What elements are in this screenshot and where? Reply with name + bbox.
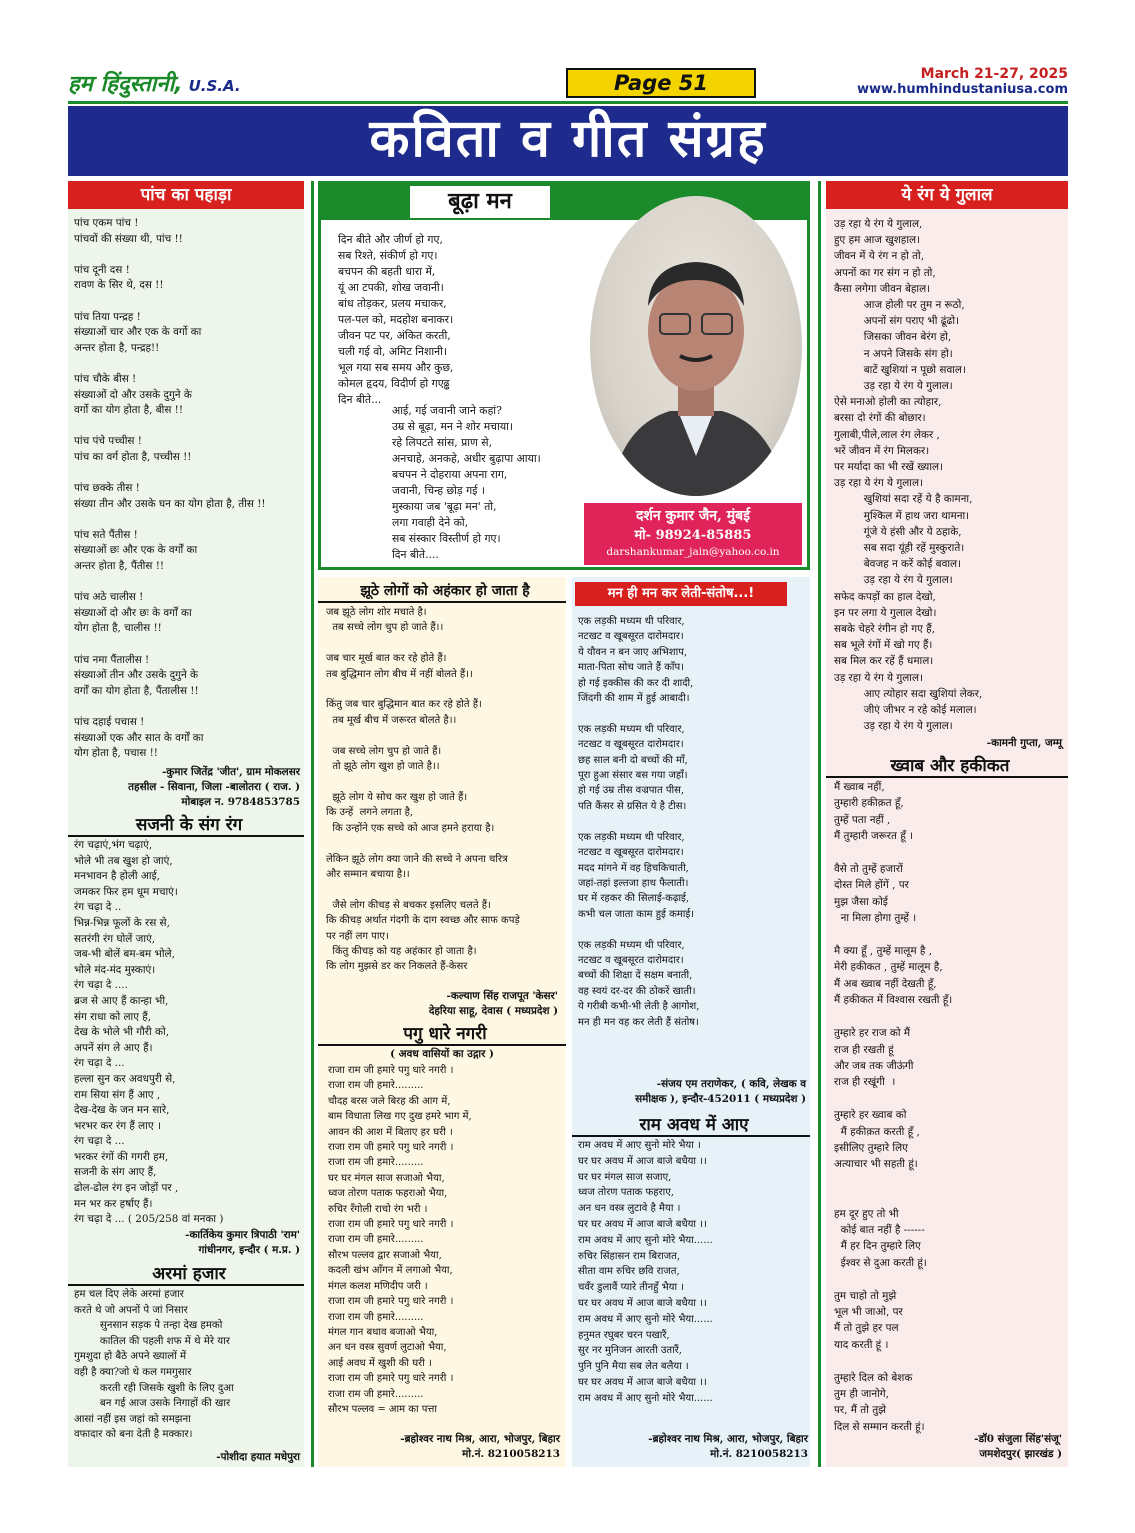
poem-title-ye-rang-ye-gulal: ये रंग ये गुलाल [826,181,1068,209]
poem-subtitle-pagu-dhare-nagri: ( अवध वासियों का उद्गार ) [390,1048,494,1060]
poem-credit-panch-ka-pahada: -कुमार जितेंद्र 'जीत', ग्राम मोकलसर तहसील - सिवाना, जिला -बालोतरा ( राज. ) मोबाइल न. 9784853785 [128,766,300,808]
issue-date: March 21-27, 2025 [920,66,1068,82]
poem-title-sajni-ke-sang-rang: सजनी के संग रंग [68,815,304,837]
section-banner: कविता व गीत संग्रह [68,106,1068,176]
poem-title-man-hi-man: मन ही मन कर लेती-संतोष...! [575,582,787,606]
poem-body-arman-hazar: हम चल दिए लेके अरमां हजार करते थे जो अपनों पे जां निसार सुनसान सड़क पे तन्हा देख हमको कातिल की पहली शफ में थे मेरे यार गुमशुदा हो बैठे अपने ख्यालों में वही है क्या?जो थे कल गमगुसार करती रही जिसके खुशी के लिए दुआ बन गई आज उसके निगाहों की खार आसां नहीं इस जहां को समझना वफादार को बना देती है मक्कार। [74,1289,234,1441]
poem-credit-khwab-aur-haqeeqat: -डॉ0 संजुला सिंह'संजू' जमशेदपुर( झारखंड ) [974,1433,1062,1460]
author-name: दर्शन कुमार जैन, मुंबई [635,508,751,524]
poem-body-jhoothe-log: जब झूठे लोग शोर मचाते है। तब सच्चे लोग चुप हो जाते हैं।। जब चार मूर्ख बात कर रहे होते हैं। तब बुद्धिमान लोग बीच में नहीं बोलते हैं।। किंतु जब चार बुद्धिमान बात कर रहे होते हैं। तब मूर्ख बीच में जरूरत बोलते है।। जब सच्चे लोग चुप हो जाते हैं। तो झूठे लोग खुश हो जाते है।। झूठे लोग ये सोच कर खुश हो जाते हैं। कि उन्हें लगने लगता है, कि उन्होंने एक सच्चे को आज हमने हराया है। लेकिन झूठे लोग क्या जाने की सच्चे ने अपना चरित्र और सम्मान बचाया है।। जैसे लोग कीचड़ से बचकर इसलिए चलते हैं। कि कीचड़ अर्थात गंदगी के दाग स्वच्छ और साफ कपड़े पर नहीं लग पाए। किंतु कीचड़ को यह अहंकार हो जाता है। कि लोग मुझसे डर कर निकलते हैं-केसर [326,607,520,973]
poem-credit-pagu-dhare-nagri: -ब्रहोश्वर नाथ मिश्र, आरा, भोजपुर, बिहार मो.नं. 8210058213 [400,1433,560,1460]
poem-title-pagu-dhare-nagri: पगु धारे नगरी [318,1024,566,1046]
poem-body-sajni-ke-sang-rang: रंग चढ़ाएं,भंग चढ़ाएं, भोले भी तब खुश हो जाएं, मनभावन है होली आई, जमकर फिर हम धूम मचाएं। रंग चढ़ा दे .. भिन्न-भिन्न फूलों के रस से, सतरंगी रंग घोलें जाएं, जब-भी बोलें बम-बम भोले, भोले मंद-मंद मुस्काएं। रंग चढ़ा दे .... ब्रज से आए हैं कान्हा भी, संग राधा को लाए हैं, देख के भोले भी गौरी को, अपनें संग ले आए हैं। रंग चढ़ा दे ... हल्ला सुन कर अवधपुरी से, राम सिया संग हैं आए , देख-देख के जन मन सारे, भरभर कर रंग हैं लाए । रंग चढ़ा दे ... भरकर रंगों की गगरी हम, सजनी के संग आए हैं, ढोल-ढोल रंग इन जोड़ों पर , मन भर कर हर्षाए हैं। रंग चढ़ा दे ... ( 205/258 वां मनका ) [74,839,224,1226]
poem-body-man-hi-man: एक लड़की मध्यम थी परिवार, नटखट व खूबसूरत दारोमदार। ये यौवन न बन जाए अभिशाप, माता-पिता सोच जाते हैं काँप। हो गई इक्कीस की कर दी शादी, जिंदगी की शाम में हुई आबादी। एक लड़की मध्यम थी परिवार, नटखट व खूबसूरत दारोमदार। छह साल बनी दो बच्चों की माँ, पूरा हुआ संसार बस गया जहाँ। हो गई उम्र तीस वज्रपात पीस, पति कैंसर से ग्रसित ये है टीस। एक लड़की मध्यम थी परिवार, नटखट व खूबसूरत दारोमदार। मदद मांगने में वह हिचकिचाती, जहां-तहां इल्तजा हाथ फैलाती। घर में रहकर की सिलाई-कढ़ाई, कभी चल जाता काम हुई कमाई। एक लड़की मध्यम थी परिवार, नटखट व खूबसूरत दारोमदार। बच्चों की शिक्षा दें सक्षम बनाती, वह स्वयं दर-दर की ठोकरें खाती। ये गरीबी कभी-भी लेती है आगोश, मन ही मन वह कर लेती हैं संतोष। [578,616,700,1028]
page-number: Page 51 [566,68,756,98]
brand-name: हम हिंदुस्तानी, U.S.A. [68,72,241,97]
column-divider [311,181,314,1467]
poem-title-panch-ka-pahada: पांच का पहाड़ा [68,181,304,209]
poem-body-ye-rang-ye-gulal: उड़ रहा ये रंग ये गुलाल, हुए हम आज खुशहाल। जीवन में ये रंग न हो तो, अपनों का गर संग न हो तो, कैसा लगेगा जीवन बेहाल। आज होली पर तुम न रूठो, अपनों संग पराए भी ढूंढो। जिसका जीवन बेरंग हो, न अपने जिसके संग हो। बाटें खुशियां न पूछो सवाल। उड़ रहा ये रंग ये गुलाल। ऐसे मनाओ होली का त्योहार, बरसा दो रंगों की बोछार। गुलाबी,पीले,लाल रंग लेकर , भरें जीवन में रंग मिलकर। पर मर्यादा का भी रखें ख्याल। उड़ रहा ये रंग ये गुलाल। खुशियां सदा रहें ये है कामना, मुश्किल में हाथ जरा थामना। गूंजे ये हंसी और ये ठहाके, सब सदा यूंही रहें मुस्कुराते। बेवजह न करें कोई बवाल। उड़ रहा ये रंग ये गुलाल। सफेद कपड़ों का हाल देखो, इन पर लगा ये गुलाल देखो। सबके चेहरे रंगीन हो गए हैं, सब भूले रंगों में खो गए हैं। सब मिल कर रहें हैं धमाल। उड़ रहा ये रंग ये गुलाल। आए त्योहार सदा खुशियां लेकर, जीएं जीभर न रहे कोई मलाल। उड़ रहा ये रंग ये गुलाल। [834,218,983,733]
poem-credit-man-hi-man: -संजय एम तराणेकर, ( कवि, लेखक व समीक्षक ), इन्दौर-452011 ( मध्यप्रदेश ) [635,1078,806,1105]
poem-credit-arman-hazar: -पोशीदा हयात मधेपुरा [216,1451,300,1463]
poem-title-ram-awadh-mein-aaye: राम अवध में आए [572,1115,810,1137]
poem-title-jhoothe-log: झूठे लोगों को अहंकार हो जाता है [318,581,566,603]
poem-credit-jhoothe-log: -कल्याण सिंह राजपूत 'केसर' देहरिया साहू, देवास ( मध्यप्रदेश ) [428,990,558,1017]
column-divider [818,181,821,1467]
issue-date-block [857,66,1068,98]
website-link[interactable]: www.humhindustaniusa.com [856,82,1068,97]
author-email[interactable]: darshankumar_jain@yahoo.co.in [606,546,780,558]
author-box [584,503,802,565]
poem-credit-sajni-ke-sang-rang: -कार्तिकेय कुमार त्रिपाठी 'राम' गांधीनगर, इन्दौर ( म.प्र. ) [185,1229,300,1256]
masthead-rule [68,101,1068,104]
poem-title-arman-hazar: अरमां हजार [68,1264,304,1286]
feature-body-part2: आई, गई जवानी जाने कहां? उम्र से बूढ़ा, मन ने शोर मचाया। रहे लिपटते सांस, प्राण से, अनचाहे, अनकहे, अधीर बुढ़ापा आया। बचपन ने दोहराया अपना राग, जवानी, चिन्ह छोड़ गई । मुस्काया जब 'बूढ़ा मन' तो, लगा गवाही देने को, सब संस्कार विस्तीर्ण हो गए। दिन बीते.... [392,404,541,561]
masthead [68,68,1068,100]
poem-credit-ye-rang-ye-gulal: -कामनी गुप्ता, जम्मू [986,737,1062,749]
poem-body-khwab-aur-haqeeqat: मैं ख्वाब नहीं, तुम्हारी हकीक़त हूँ, तुम्हें पता नहीं , मैं तुम्हारी जरूरत हूँ । वैसे तो तुम्हें हजारों दोस्त मिले होंगें , पर मुझ जैसा कोई ना मिला होगा तुम्हें । मै क्या हूँ , तुम्हें मालूम है , मेरी हकीकत , तुम्हें मालूम है, मैं अब ख्वाब नहीं देखती हूँ, मैं हकीकत में विश्वास रखती हूँ। तुम्हारे हर राज को मैं राज ही रखती हूं और जब तक जीऊंगी राज ही रखूंगी । तुम्हारे हर ख्वाब को मैं हकीक़त करती हूँ , इसीलिए तुम्हारे लिए अत्याचार भी सहती हूं। हम दूर हुए तो भी कोई बात नहीं है ------ मैं हर दिन तुम्हारे लिए ईश्वर से दुआ करती हूं। तुम चाहो तो मुझे भूल भी जाओ, पर मैं तो तुझे हर पल याद करती हूं । तुम्हारे दिल को बेशक तुम ही जानोगे, पर, मैं तो तुझे दिल से सम्मान करती हूं। [834,781,953,1433]
poem-body-pagu-dhare-nagri: राजा राम जी हमारे पगु धारे नगरी । राजा राम जी हमारे......... चौदह बरस जले बिरह की आग में, बाम विधाता लिख गए दुख हमरे भाग में, आवन की आश में बिताए हर घरी । राजा राम जी हमारे पगु धारे नगरी । राजा राम जी हमारे......... घर घर मंगल साज सजाओ भैया, ध्वज तोरण पताक फहराओ भैया, रुचिर रँगोली राचो रंग भरी । राजा राम जी हमारे पगु धारे नगरी । राजा राम जी हमारे......... सौरभ पल्लव द्वार सजाओ भैया, कदली खंभ आँगन में लगाओ भैया, मंगल कलश मणिदीप जरी । राजा राम जी हमारे पगु धारे नगरी । राजा राम जी हमारे......... मंगल गान बधाव बजाओ भैया, अन धन वस्त्र सुवर्ण लुटाओ भैया, आई अवध में खुशी की घरी । राजा राम जी हमारे पगु धारे नगरी । राजा राम जी हमारे......... सौरभ पल्लव = आम का पत्ता [328,1065,472,1415]
feature-body-part1: दिन बीते और जीर्ण हो गए, सब रिश्ते, संकीर्ण हो गए। बचपन की बहती धारा में, यूं आ टपकी, शोख जवानी। बांध तोड़कर, प्रलय मचाकर, पल-पल को, मदहोश बनाकर। जीवन पट पर, अंकित करती, चली गई वो, अमिट निशानी। भूल गया सब समय और कुछ, कोमल हृदय, विदीर्ण हो गएढ्ढ दिन बीते... [338,233,454,406]
author-phone: मो- 98924-85885 [634,528,752,543]
poem-title-khwab-aur-haqeeqat: ख्वाब और हकीकत [826,756,1068,778]
feature-title: बूढ़ा मन [410,186,550,218]
poem-body-ram-awadh-mein-aaye: राम अवध में आए सुनो मोरे भैया । घर घर अवध में आज बाजे बधैया ।। घर घर मंगल साज सजाए, ध्वज तोरण पताक फहराए, अन धन वस्त्र लुटावे है मैया । घर घर अवध में आज बाजे बधैया ।। राम अवध में आए सुनो मोरे भैया...... रुचिर सिंहासन राम बिराजत, सीता वाम रुचिर छवि राजत, चवँर डुलावैं प्यारे तीनहुँ भैया । घर घर अवध में आज बाजे बधैया ।। राम अवध में आए सुनो मोरे भैया...... हनुमत रघुबर चरन पखारैं, सुर नर मुनिजन आरती उतारैं, पुनि पुनि मैया सब लेत बलैया । घर घर अवध में आज बाजे बधैया ।। राम अवध में आए सुनो मोरे भैया...... [578,1140,713,1404]
poem-credit-ram-awadh-mein-aaye: -ब्रहोश्वर नाथ मिश्र, आरा, भोजपुर, बिहार मो.नं. 8210058213 [648,1433,808,1460]
poem-body-panch-ka-pahada: पांच एकम पांच ! पांचवों की संख्या थी, पांच !! पांच दूनी दस ! रावण के सिर थे, दस !! पांच तिया पन्द्रह ! संख्याओं चार और एक के वर्गो का अन्तर होता है, पन्द्रह!! पांच चौके बीस ! संख्याओं दो और उसके दुगुने के वर्गो का योग होता है, बीस !! पांच पंचे पच्चीस ! पांच का वर्ग होता है, पच्चीस !! पांच छक्के तीस ! संख्या तीन और उसके घन का योग होता है, तीस !! पांच सते पैंतीस ! संख्याओं छः और एक के वर्गों का अन्तर होता है, पैंतीस !! पांच अठे चालीस ! संख्याओं दो और छः के वर्गों का योग होता है, चालीस !! पांच नमा पैंतालीस ! संख्याओं तीन और उसके दुगुने के वर्गों का योग होता है, पैंतालीस !! पांच दहाई पचास ! संख्याओं एक और सात के वर्गों का योग होता है, पचास !! [74,217,266,760]
